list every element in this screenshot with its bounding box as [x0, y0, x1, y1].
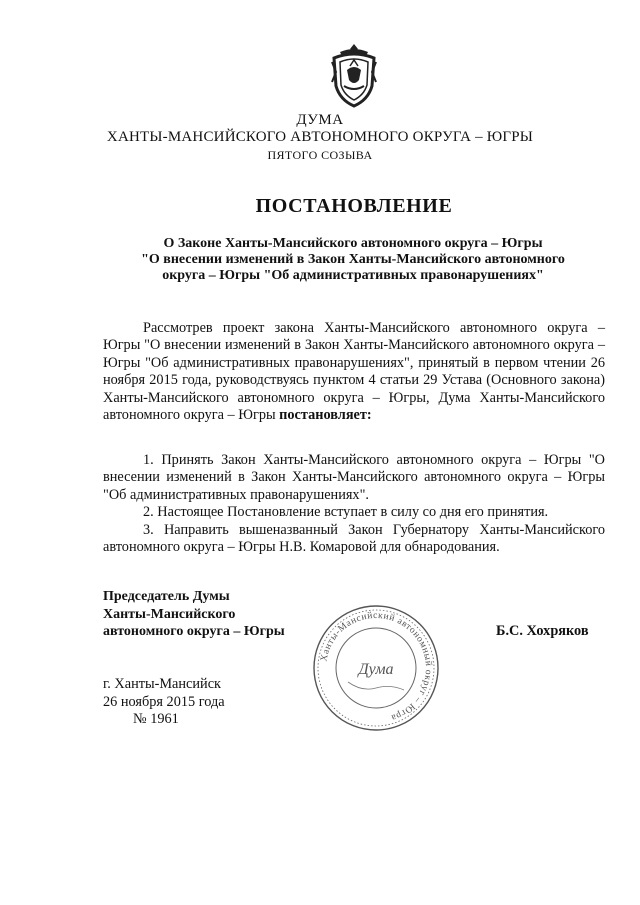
official-seal-stamp: [310, 602, 442, 734]
seal-ring-text: Ханты-Мансийский автономный округ – Югра: [319, 610, 434, 723]
position-line: Председатель Думы: [103, 589, 230, 604]
document-type: ПОСТАНОВЛЕНИЕ: [255, 195, 453, 217]
coat-of-arms-icon: [328, 42, 380, 108]
preamble-text: Рассмотрев проект закона Ханты-Мансийского автономного округа – Югры "О внесении изменений в Закон Ханты-Мансийского автономного округа – Югры "Об административных правонарушениях", принятый в первом чтении 26 ноября 2015 года, руководствуясь пунктом 4 статьи 29 Устава (Основного закона) Ханты-Мансийского автономного округа – Югры, Дума Ханты-Мансийского автономного округа – Югры: [103, 320, 605, 424]
preamble-paragraph: [103, 320, 605, 424]
org-name: ДУМА: [296, 112, 344, 128]
seal-center-text: Дума: [358, 661, 394, 678]
issue-date: 26 ноября 2015 года: [103, 693, 225, 710]
issue-place: г. Ханты-Мансийск: [103, 676, 221, 692]
subject-line: округа – Югры "Об административных правонарушениях": [162, 268, 544, 283]
issue-details: [103, 676, 225, 729]
subject-line: О Законе Ханты-Мансийского автономного округа – Югры: [163, 236, 543, 251]
document-subject: [108, 236, 598, 284]
region-name: ХАНТЫ-МАНСИЙСКОГО АВТОНОМНОГО ОКРУГА – ЮГРЫ: [106, 129, 534, 145]
resolution-items: [103, 452, 605, 556]
resolution-verb: постановляет:: [279, 407, 372, 424]
signatory-name: Б.С. Хохряков: [496, 623, 589, 639]
subject-line: "О внесении изменений в Закон Ханты-Мансийского автономного: [141, 252, 565, 267]
convocation: ПЯТОГО СОЗЫВА: [267, 148, 373, 162]
resolution-item: 3. Направить вышеназванный Закон Губернатору Ханты-Мансийского автономного округа – Югры Н.В. Комаровой для обнародования.: [103, 521, 605, 556]
signatory-position: [103, 588, 285, 641]
resolution-item: 2. Настоящее Постановление вступает в силу со дня его принятия.: [143, 504, 549, 521]
position-line: автономного округа – Югры: [103, 624, 285, 639]
document-number: № 1961: [133, 711, 179, 727]
position-line: Ханты-Мансийского: [103, 606, 236, 622]
resolution-item: 1. Принять Закон Ханты-Мансийского автономного округа – Югры "О внесении изменений в Закон Ханты-Мансийского автономного округа – Югры "Об административных правонарушениях".: [103, 452, 605, 503]
